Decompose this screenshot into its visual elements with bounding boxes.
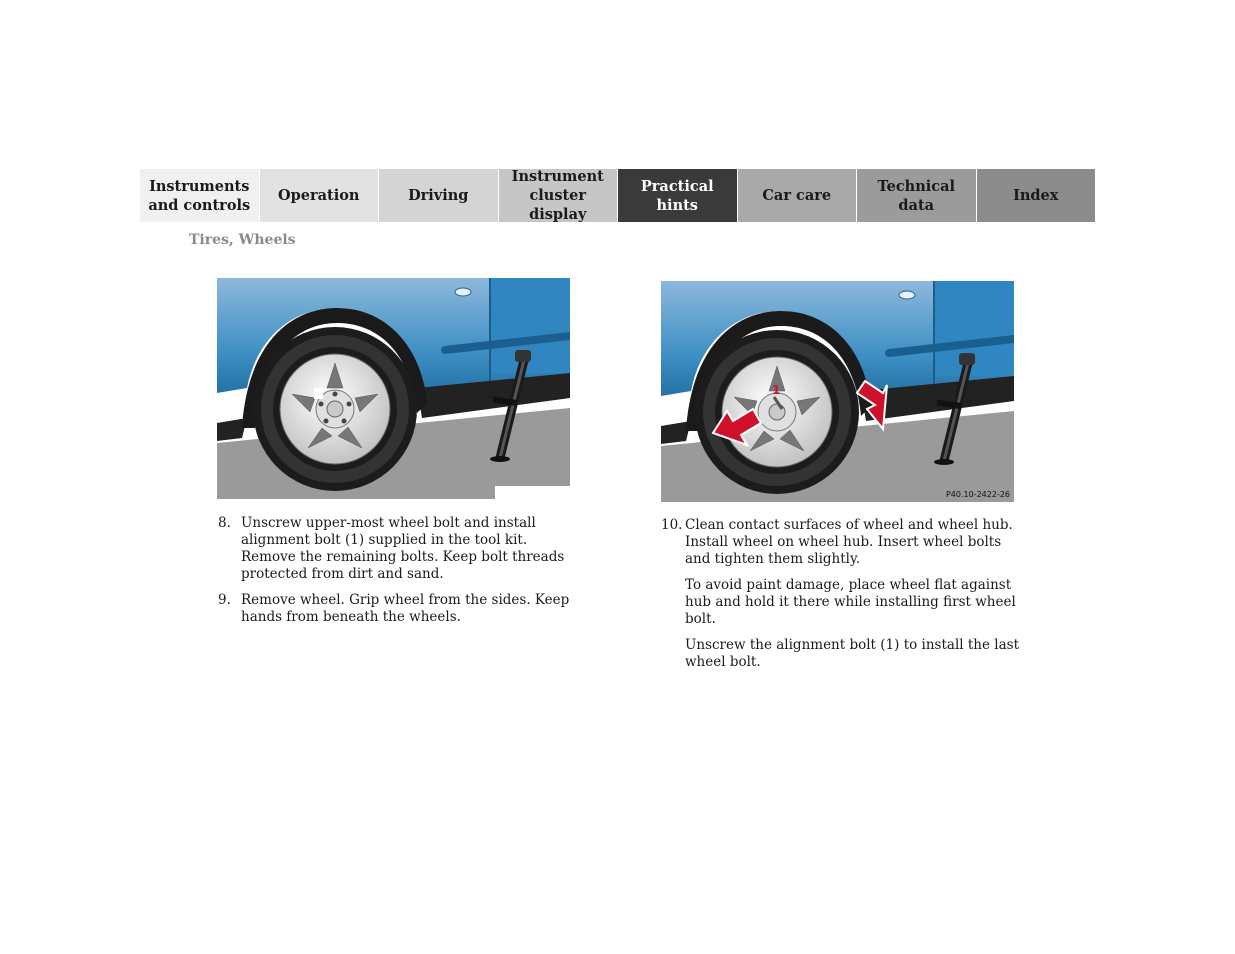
tab-index[interactable]: Index (977, 169, 1096, 222)
step-9 (218, 592, 570, 626)
tab-instrument-cluster-display[interactable]: Instrument cluster display (499, 169, 619, 222)
step-text: Unscrew upper-most wheel bolt and install alignment bolt (1) supplied in the tool kit. Remove the remaining bolts. Keep bolt threads protected from dirt and sand. (241, 515, 565, 582)
tab-practical-hints[interactable]: Practical hints (618, 169, 738, 222)
figure-code: P40.10-2422-26 (945, 490, 1010, 499)
tab-driving[interactable]: Driving (379, 169, 499, 222)
step-number: 8. (218, 515, 231, 531)
tab-car-care[interactable]: Car care (738, 169, 858, 222)
step-number: 9. (218, 592, 231, 608)
wheel-removal-illustration (217, 278, 570, 499)
step-paragraph: Clean contact surfaces of wheel and wheel hub. Install wheel on wheel hub. Insert wheel bolts and tighten them slightly. (685, 517, 1013, 567)
section-title: Tires, Wheels (189, 232, 296, 248)
step-8 (218, 515, 570, 583)
step-10 (661, 517, 1021, 671)
left-instructions (218, 515, 570, 635)
step-text: Remove wheel. Grip wheel from the sides. Keep hands from beneath the wheels. (241, 592, 570, 625)
tab-operation[interactable]: Operation (260, 169, 380, 222)
tab-technical-data[interactable]: Technical data (857, 169, 977, 222)
step-number: 10. (661, 517, 683, 533)
wheel-mounting-illustration (661, 281, 1014, 502)
chapter-tabs (140, 169, 1095, 222)
right-instructions (661, 517, 1021, 680)
step-paragraph: Unscrew the alignment bolt (1) to install the last wheel bolt. (685, 637, 1019, 670)
tab-instruments-and-controls[interactable]: Instruments and controls (140, 169, 260, 222)
alignment-bolt-callout: 1 (772, 383, 781, 397)
step-paragraph: To avoid paint damage, place wheel flat against hub and hold it there while installing first wheel bolt. (685, 577, 1016, 627)
